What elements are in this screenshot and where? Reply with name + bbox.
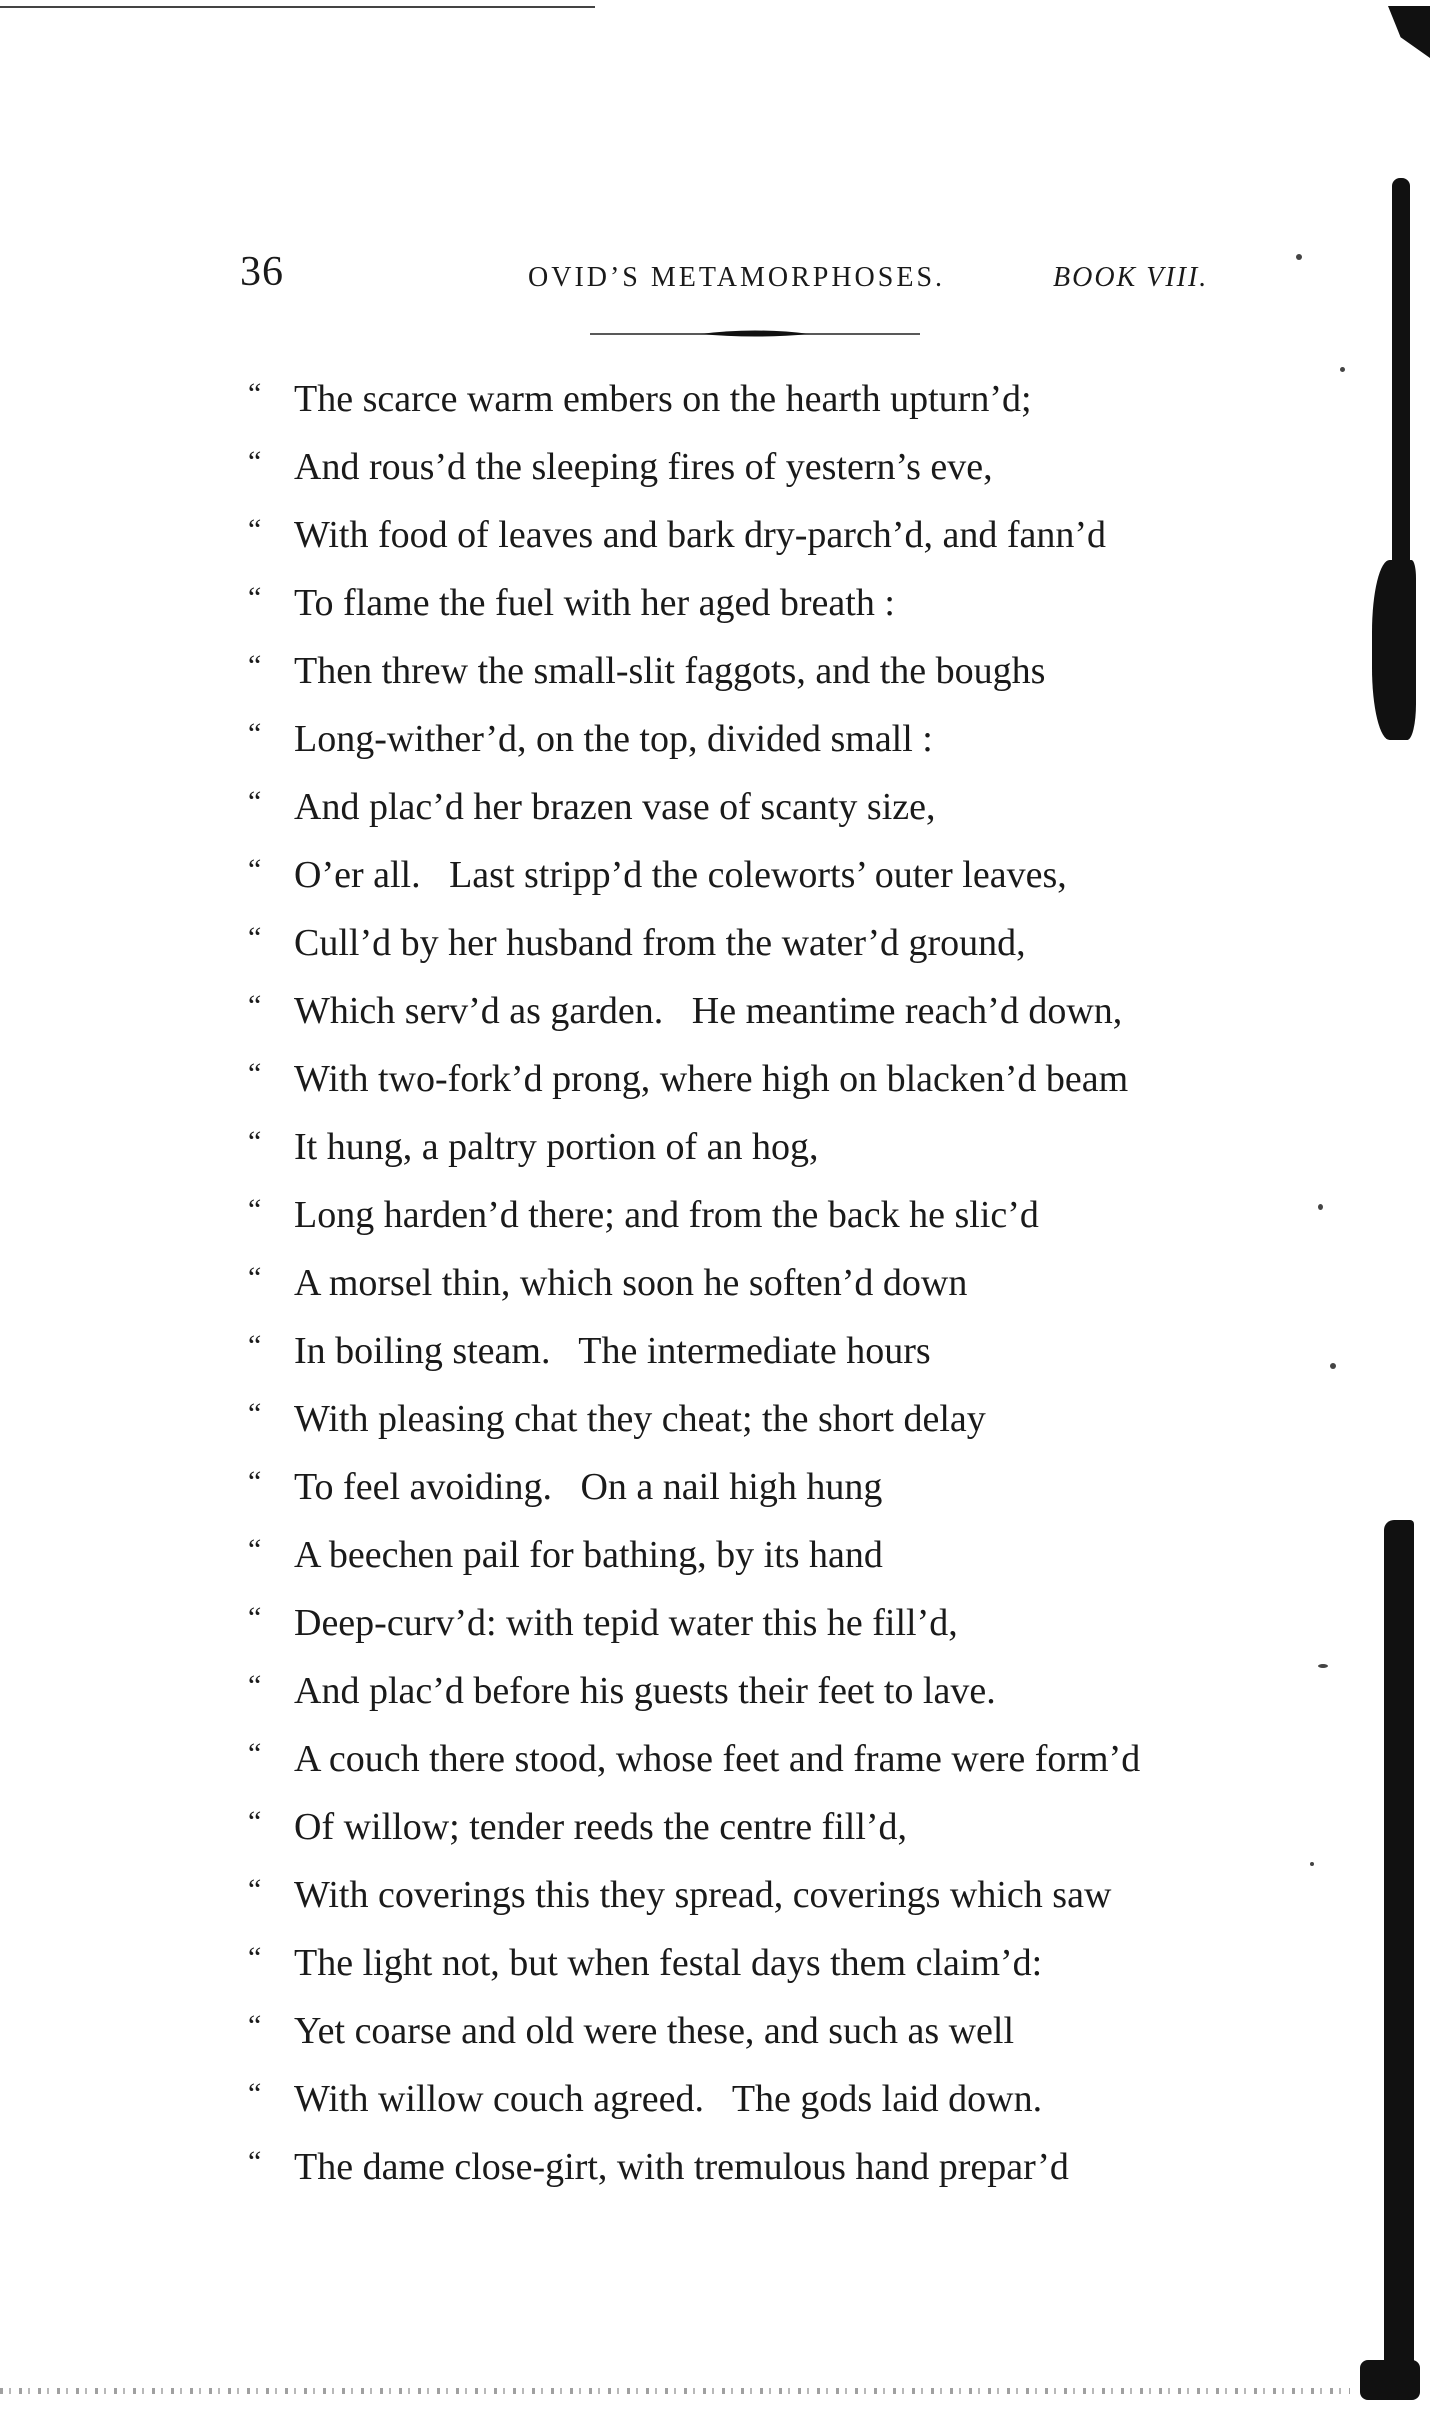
opening-quote-mark: “: [248, 1873, 262, 1906]
verse-line-text: With food of leaves and bark dry-parch’d, and fann’d: [294, 514, 1106, 556]
verse-line: [248, 433, 1288, 501]
verse-line: [248, 1589, 1288, 1657]
verse-line-text: The scarce warm embers on the hearth upturn’d;: [294, 378, 1032, 420]
opening-quote-mark: “: [248, 1805, 262, 1838]
verse-line: [248, 365, 1288, 433]
opening-quote-mark: “: [248, 1601, 262, 1634]
verse-line-text: In boiling steam. The intermediate hours: [294, 1330, 931, 1372]
verse-line-text: A couch there stood, whose feet and frame were form’d: [294, 1738, 1141, 1780]
scan-speck: [1318, 1204, 1323, 1210]
verse-line: [248, 1453, 1288, 1521]
opening-quote-mark: “: [248, 2145, 262, 2178]
opening-quote-mark: “: [248, 1533, 262, 1566]
verse-line: [248, 569, 1288, 637]
running-title: OVID’S METAMORPHOSES.: [528, 262, 946, 293]
verse-line-text: O’er all. Last stripp’d the coleworts’ outer leaves,: [294, 854, 1067, 896]
opening-quote-mark: “: [248, 2009, 262, 2042]
opening-quote-mark: “: [248, 785, 262, 818]
header-ornament-rule: [590, 328, 920, 340]
verse-line: [248, 1317, 1288, 1385]
verse-line-text: With coverings this they spread, coverings which saw: [294, 1874, 1112, 1916]
verse-line: [248, 1521, 1288, 1589]
verse-line-text: With pleasing chat they cheat; the short delay: [294, 1398, 986, 1440]
verse-line-text: With willow couch agreed. The gods laid down.: [294, 2078, 1043, 2120]
verse-line: [248, 705, 1288, 773]
opening-quote-mark: “: [248, 1465, 262, 1498]
opening-quote-mark: “: [248, 1941, 262, 1974]
verse-line-text: Long harden’d there; and from the back he slic’d: [294, 1194, 1039, 1236]
verse-line: [248, 1997, 1288, 2065]
verse-line-text: Deep-curv’d: with tepid water this he fill’d,: [294, 1602, 958, 1644]
opening-quote-mark: “: [248, 1329, 262, 1362]
scan-artifact-top-right: [1388, 6, 1430, 58]
verse-line-text: Yet coarse and old were these, and such as well: [294, 2010, 1015, 2052]
verse-line-text: And plac’d before his guests their feet to lave.: [294, 1670, 996, 1712]
verse-line-text: To feel avoiding. On a nail high hung: [294, 1466, 883, 1508]
page-header: [0, 248, 1437, 308]
verse-line: [248, 2065, 1288, 2133]
verse-line: [248, 1385, 1288, 1453]
verse-line-text: Cull’d by her husband from the water’d ground,: [294, 922, 1026, 964]
verse-line-text: Then threw the small-slit faggots, and the boughs: [294, 650, 1046, 692]
page-number: 36: [240, 249, 284, 295]
verse-line-text: And plac’d her brazen vase of scanty size,: [294, 786, 936, 828]
verse-line-text: And rous’d the sleeping fires of yestern’s eve,: [294, 446, 993, 488]
opening-quote-mark: “: [248, 1057, 262, 1090]
verse-line: [248, 841, 1288, 909]
opening-quote-mark: “: [248, 989, 262, 1022]
opening-quote-mark: “: [248, 853, 262, 886]
verse-line: [248, 1861, 1288, 1929]
scan-speck: [1318, 1664, 1328, 1668]
verse-line: [248, 2133, 1288, 2201]
opening-quote-mark: “: [248, 1193, 262, 1226]
opening-quote-mark: “: [248, 1261, 262, 1294]
scan-bottom-noise: [0, 2388, 1350, 2394]
scan-artifact-upper-bulge: [1372, 560, 1416, 740]
opening-quote-mark: “: [248, 2077, 262, 2110]
verse-line-text: A morsel thin, which soon he soften’d down: [294, 1262, 968, 1304]
verse-line: [248, 773, 1288, 841]
scan-speck: [1296, 254, 1302, 260]
verse-line-text: A beechen pail for bathing, by its hand: [294, 1534, 883, 1576]
opening-quote-mark: “: [248, 1737, 262, 1770]
opening-quote-mark: “: [248, 445, 262, 478]
verse-line: [248, 1249, 1288, 1317]
verse-line: [248, 1725, 1288, 1793]
opening-quote-mark: “: [248, 921, 262, 954]
scan-artifact-lower-base: [1360, 2360, 1420, 2400]
opening-quote-mark: “: [248, 581, 262, 614]
verse-block: [248, 365, 1288, 2201]
opening-quote-mark: “: [248, 1397, 262, 1430]
scan-artifact-lower-bar: [1384, 1520, 1414, 2390]
verse-line-text: It hung, a paltry portion of an hog,: [294, 1126, 819, 1168]
verse-line: [248, 501, 1288, 569]
verse-line: [248, 1045, 1288, 1113]
verse-line: [248, 1793, 1288, 1861]
verse-line: [248, 1113, 1288, 1181]
book-label: BOOK VIII.: [1053, 262, 1209, 293]
opening-quote-mark: “: [248, 513, 262, 546]
opening-quote-mark: “: [248, 717, 262, 750]
top-edge-rule: [0, 6, 595, 8]
opening-quote-mark: “: [248, 649, 262, 682]
scan-speck: [1340, 367, 1345, 372]
verse-line: [248, 637, 1288, 705]
verse-line-text: Which serv’d as garden. He meantime reach’d down,: [294, 990, 1123, 1032]
opening-quote-mark: “: [248, 1669, 262, 1702]
verse-line-text: Long-wither’d, on the top, divided small :: [294, 718, 933, 760]
verse-line-text: The light not, but when festal days them claim’d:: [294, 1942, 1043, 1984]
opening-quote-mark: “: [248, 1125, 262, 1158]
scan-speck: [1330, 1363, 1336, 1369]
verse-line: [248, 1929, 1288, 1997]
verse-line-text: Of willow; tender reeds the centre fill’d,: [294, 1806, 908, 1848]
verse-line-text: With two-fork’d prong, where high on blacken’d beam: [294, 1058, 1129, 1100]
verse-line: [248, 1657, 1288, 1725]
scan-speck: [1310, 1862, 1314, 1866]
verse-line: [248, 1181, 1288, 1249]
verse-line-text: The dame close-girt, with tremulous hand prepar’d: [294, 2146, 1069, 2188]
opening-quote-mark: “: [248, 377, 262, 410]
verse-line: [248, 909, 1288, 977]
verse-line-text: To flame the fuel with her aged breath :: [294, 582, 895, 624]
verse-line: [248, 977, 1288, 1045]
